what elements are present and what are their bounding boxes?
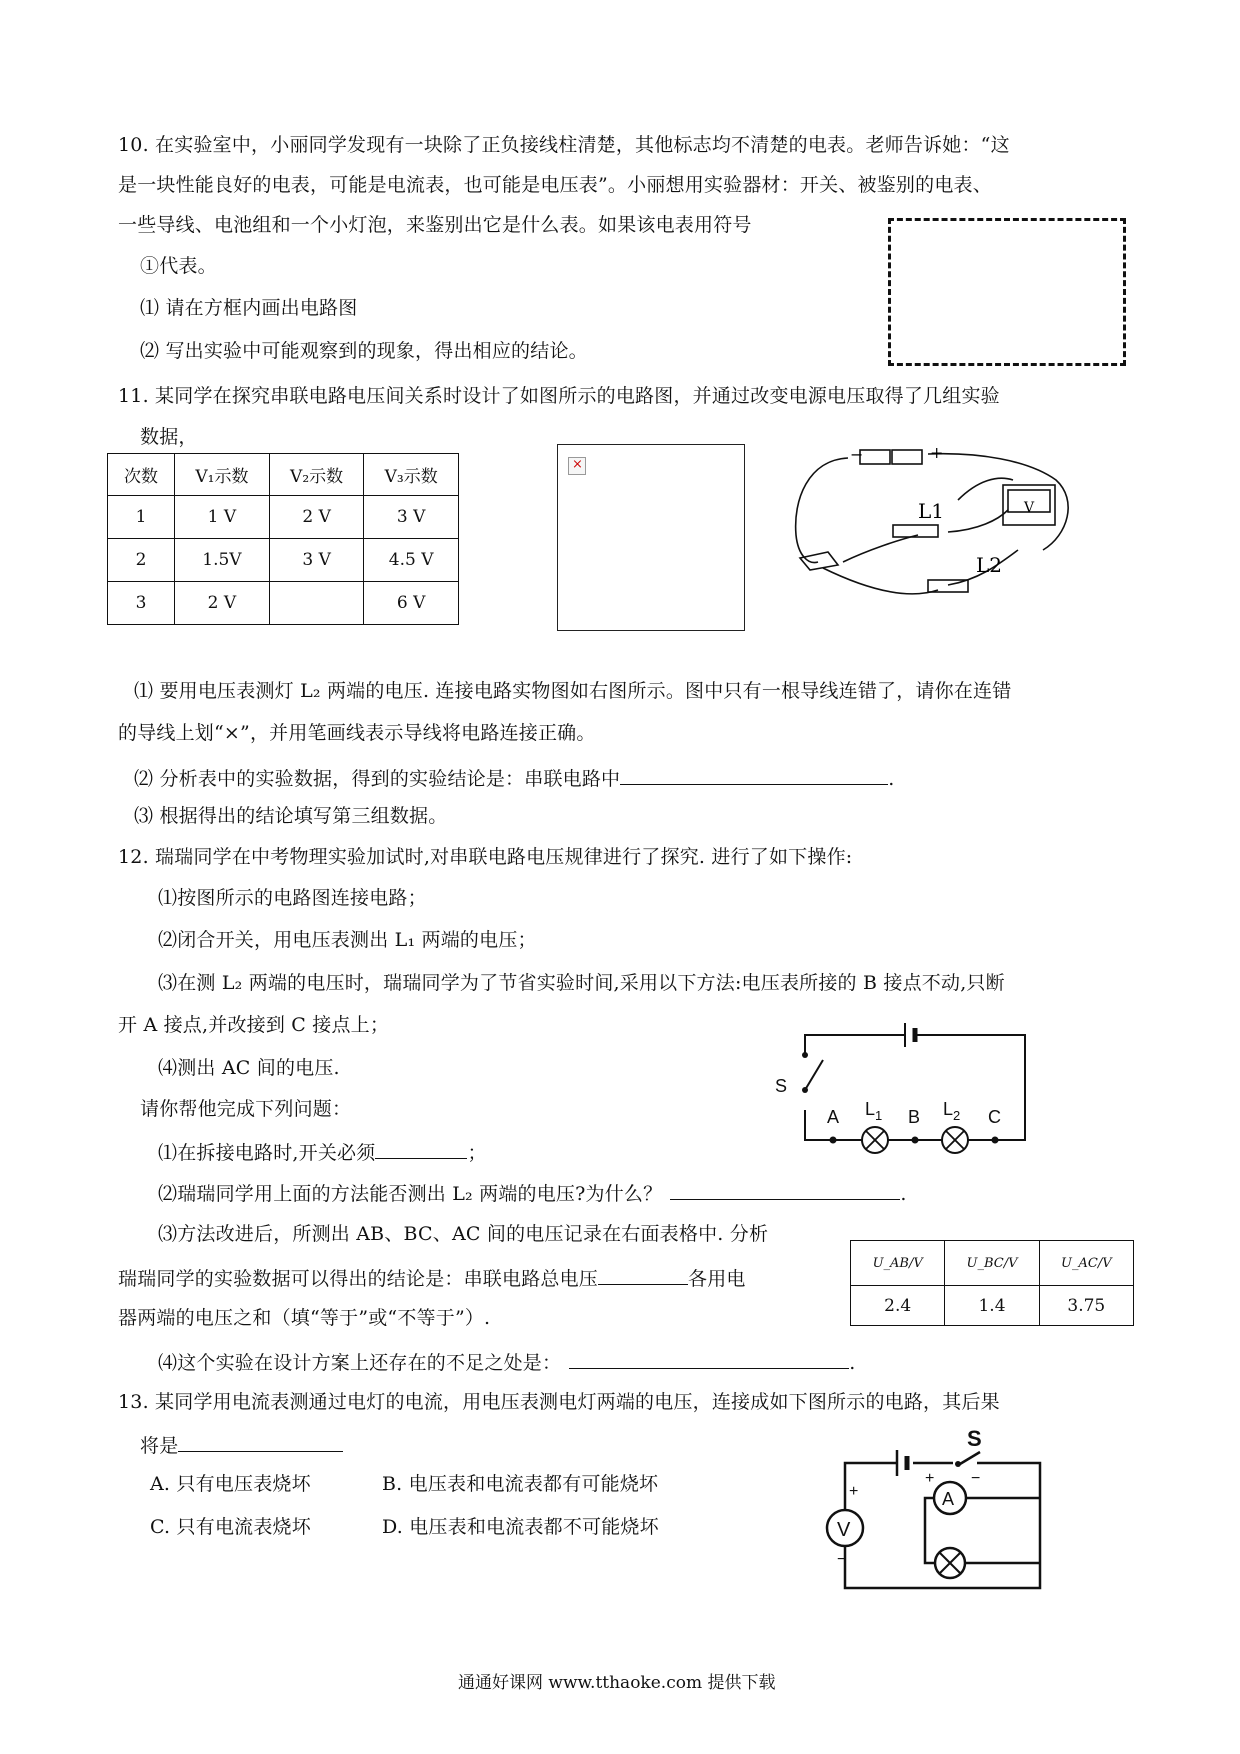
q11-cell: 4.5 V <box>364 539 459 582</box>
q12-B-label: B <box>908 1107 921 1127</box>
q11-cell: 1 <box>108 496 175 539</box>
broken-image-icon <box>568 457 586 475</box>
q12-step4: ⑷测出 AC 间的电压. <box>158 1057 340 1079</box>
q11-cell: 3 V <box>269 539 363 582</box>
q12-L2-label: $L_2$ <box>943 1099 961 1123</box>
q12-results-table <box>850 1240 1134 1326</box>
q11-cell: 2 <box>108 539 175 582</box>
q11-part2 <box>134 764 895 791</box>
q12-cell: 3.75 <box>1039 1286 1133 1326</box>
q12-step1: ⑴按图所示的电路图连接电路； <box>158 887 427 909</box>
q12-cell: 1.4 <box>945 1286 1039 1326</box>
q13-V-minus: − <box>837 1551 847 1568</box>
q13-V-label: V <box>837 1519 851 1541</box>
q11-circuit-image-placeholder <box>557 444 745 631</box>
q13-circuit-diagram <box>825 1428 1060 1603</box>
q13-option-d[interactable]: D. 电压表和电流表都不可能烧坏 <box>382 1516 659 1538</box>
q11-part2-text: ⑵ 分析表中的实验数据，得到的实验结论是：串联电路中 <box>134 768 621 790</box>
q12-q1-end: ； <box>467 1142 487 1164</box>
q12-step3a: ⑶在测 L₂ 两端的电压时，瑞瑞同学为了节省实验时间,采用以下方法:电压表所接的 B 接点不动,只断 <box>158 972 1005 994</box>
q13-option-a[interactable]: A. 只有电压表烧坏 <box>150 1473 311 1495</box>
q11-cell: 1.5V <box>174 539 269 582</box>
q12-L1-label: $L_1$ <box>865 1099 883 1123</box>
q12-header: U_AB/V <box>851 1241 945 1286</box>
q11-L2-label: L2 <box>976 553 1003 577</box>
table-row <box>108 582 459 625</box>
q12-C-label: C <box>988 1107 1001 1127</box>
page-footer: 通通好课网 www.tthaoke.com 提供下载 <box>458 1673 776 1693</box>
q10-part1: ⑴ 请在方框内画出电路图 <box>140 297 358 319</box>
q11-part3: ⑶ 根据得出的结论填写第三组数据。 <box>134 805 448 827</box>
q11-V-label: V <box>1024 500 1035 516</box>
q12-line1: 12. 瑞瑞同学在中考物理实验加试时,对串联电路电压规律进行了探究. 进行了如下操作: <box>118 846 853 868</box>
q13-answer-blank[interactable] <box>178 1431 343 1452</box>
q13-line2 <box>140 1431 343 1458</box>
q13-S-label: S <box>967 1426 982 1451</box>
q12-circuit-diagram <box>775 1015 1035 1155</box>
q10-line4: ①代表。 <box>140 255 217 277</box>
q11-data-table <box>107 453 459 625</box>
q11-part1-b: 的导线上划“×”，并用笔画线表示导线将电路连接正确。 <box>118 722 596 744</box>
table-row <box>108 496 459 539</box>
q12-q3a: ⑶方法改进后，所测出 AB、BC、AC 间的电压记录在右面表格中. 分析 <box>158 1223 769 1245</box>
q11-cell: 3 V <box>364 496 459 539</box>
q13-line1: 13. 某同学用电流表测通过电灯的电流，用电压表测电灯两端的电压，连接成如下图所示的电路，其后果 <box>118 1391 1000 1413</box>
q12-q4 <box>158 1348 855 1375</box>
q11-plus-label: + <box>930 443 944 462</box>
q11-cell-blank[interactable] <box>269 582 363 625</box>
q12-q2-blank[interactable] <box>670 1179 900 1200</box>
q13-A-minus: − <box>971 1470 981 1487</box>
q11-minus-label: − <box>850 445 864 464</box>
q10-line2: 是一块性能良好的电表，可能是电流表，也可能是电压表”。小丽想用实验器材：开关、被鉴别的电表、 <box>118 174 992 196</box>
q12-header: U_AC/V <box>1039 1241 1133 1286</box>
q11-header: 次数 <box>108 454 175 496</box>
table-row <box>108 539 459 582</box>
q11-header: V₁示数 <box>174 454 269 496</box>
q11-cell: 1 V <box>174 496 269 539</box>
q10-line3: 一些导线、电池组和一个小灯泡，来鉴别出它是什么表。如果该电表用符号 <box>118 214 752 236</box>
q12-q2-text: ⑵瑞瑞同学用上面的方法能否测出 L₂ 两端的电压?为什么？ <box>158 1183 663 1205</box>
q10-part2: ⑵ 写出实验中可能观察到的现象，得出相应的结论。 <box>140 340 588 362</box>
q12-step3b: 开 A 接点,并改接到 C 接点上； <box>118 1014 390 1036</box>
q12-q2 <box>158 1179 907 1206</box>
q12-A-label: A <box>827 1107 840 1127</box>
q11-line2: 数据， <box>140 426 198 448</box>
q10-answer-box[interactable] <box>888 218 1126 366</box>
q12-q4-end: . <box>849 1352 856 1374</box>
q10-line1: 10. 在实验室中，小丽同学发现有一块除了正负接线柱清楚，其他标志均不清楚的电表。老师告诉她：“这 <box>118 134 1010 156</box>
q13-line2-text: 将是 <box>140 1435 179 1457</box>
q11-L1-label: L1 <box>918 499 945 523</box>
q11-part1-a: ⑴ 要用电压表测灯 L₂ 两端的电压. 连接电路实物图如右图所示。图中只有一根导线连错了，请你在连错 <box>134 680 1012 702</box>
q11-header: V₂示数 <box>269 454 363 496</box>
q12-step2: ⑵闭合开关，用电压表测出 L₁ 两端的电压； <box>158 929 537 951</box>
q12-q1-text: ⑴在拆接电路时,开关必须 <box>158 1142 376 1164</box>
q11-part2-end: . <box>888 768 895 790</box>
q11-cell: 2 V <box>269 496 363 539</box>
q11-part2-blank[interactable] <box>620 764 888 785</box>
q12-q4-text: ⑷这个实验在设计方案上还存在的不足之处是： <box>158 1352 562 1374</box>
q13-option-c[interactable]: C. 只有电流表烧坏 <box>150 1516 311 1538</box>
table-row <box>851 1286 1134 1326</box>
q12-cell: 2.4 <box>851 1286 945 1326</box>
q12-header: U_BC/V <box>945 1241 1039 1286</box>
q12-q1-blank[interactable] <box>375 1138 467 1159</box>
q11-header: V₃示数 <box>364 454 459 496</box>
q11-cell: 3 <box>108 582 175 625</box>
q12-q3b <box>118 1264 746 1291</box>
q13-A-label: A <box>942 1489 955 1509</box>
q12-q3b-text: 瑞瑞同学的实验数据可以得出的结论是：串联电路总电压 <box>118 1268 599 1290</box>
q12-q1 <box>158 1138 487 1165</box>
q12-q4-blank[interactable] <box>569 1348 849 1369</box>
q11-cell: 2 V <box>174 582 269 625</box>
q12-S-label: S <box>775 1076 788 1096</box>
q12-q2-end: . <box>900 1183 907 1205</box>
q13-A-plus: + <box>925 1470 935 1487</box>
q13-V-plus: + <box>849 1483 859 1500</box>
q12-intro: 请你帮他完成下列问题： <box>140 1098 352 1120</box>
q12-q3-blank[interactable] <box>598 1264 688 1285</box>
q11-line1: 11. 某同学在探究串联电路电压间关系时设计了如图所示的电路图，并通过改变电源电压取得了几组实验 <box>118 385 1000 407</box>
q11-cell: 6 V <box>364 582 459 625</box>
q11-wiring-diagram <box>788 440 1078 605</box>
q13-option-b[interactable]: B. 电压表和电流表都有可能烧坏 <box>382 1473 659 1495</box>
q12-q3c: 器两端的电压之和（填“等于”或“不等于”）. <box>118 1307 491 1329</box>
q12-q3b-tail: 各用电 <box>688 1268 746 1290</box>
